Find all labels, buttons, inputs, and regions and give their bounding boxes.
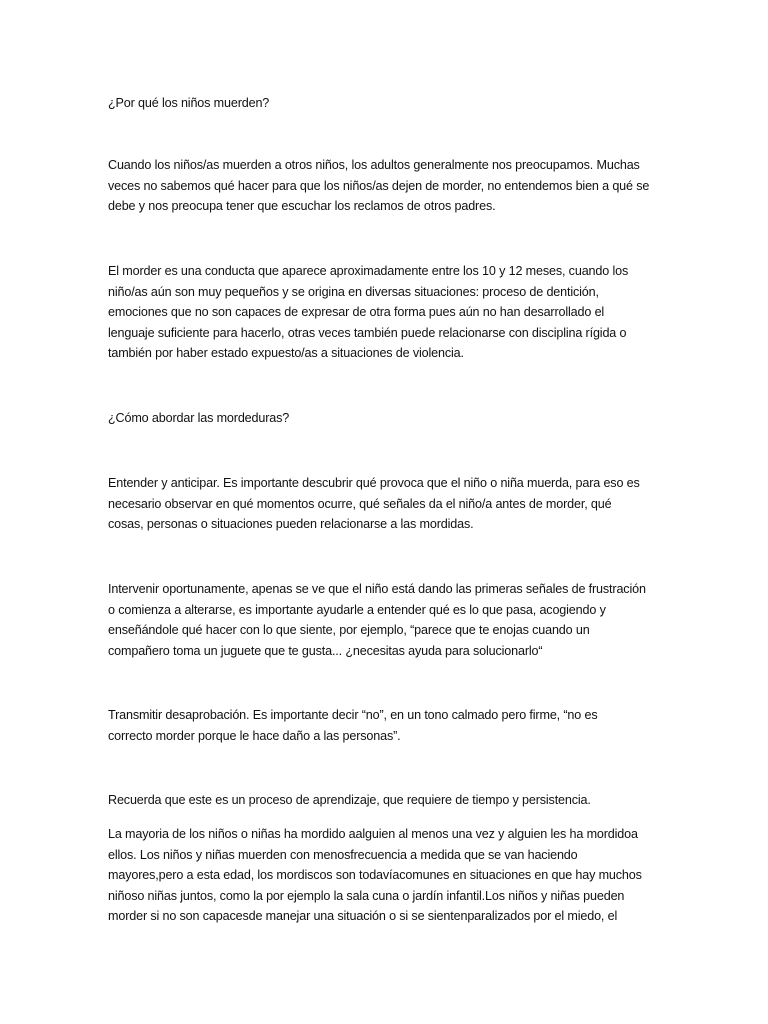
text-line: niñoso niñas juntos, como la por ejemplo la sala cuna o jardín infantil.Los niños y niñas pueden [108,888,625,903]
text-line: Entender y anticipar. Es importante descubrir qué provoca que el niño o niña muerda, para eso es [108,476,640,490]
text-line: El morder es una conducta que aparece aproximadamente entre los 10 y 12 meses, cuando los [108,264,629,278]
paragraph-adults-worry [108,155,668,217]
text-line: necesario observar en qué momentos ocurre, qué señales da el niño/a antes de morder, qué [108,496,612,511]
text-line: mayores,pero a esta edad, los mordiscos son todavíacomunes en situaciones en que hay muchos [108,868,642,882]
text-line: ¿Por qué los niños muerden? [108,96,270,110]
text-line: o comienza a alterarse, es importante ayudarle a entender qué es lo que pasa, acogiendo y [108,602,606,617]
paragraph-intervene [108,579,668,661]
text-line: ¿Cómo abordar las mordeduras? [108,411,290,425]
text-line: Intervenir oportunamente, apenas se ve que el niño está dando las primeras señales de frustración [108,582,646,596]
text-line: también por haber estado expuesto/as a situaciones de violencia. [108,346,464,360]
text-line: La mayoria de los niños o niñas ha mordido aalguien al menos una vez y alguien les ha mordidoa [108,827,638,841]
paragraph-most-children [108,824,668,927]
heading-why-children-bite [108,93,668,114]
text-line: veces no sabemos qué hacer para que los niños/as dejen de morder, no entendemos bien a qué se [108,178,650,193]
text-line: correcto morder porque le hace daño a las personas”. [108,728,401,743]
text-line: cosas, personas o situaciones pueden relacionarse a las mordidas. [108,517,474,531]
text-line: Cuando los niños/as muerden a otros niños, los adultos generalmente nos preocupamos. Muchas [108,158,640,172]
text-line: emociones que no son capaces de expresar de otra forma pues aún no han desarrollado el [108,305,605,319]
text-line: niño/as aún son muy pequeños y se origina en diversas situaciones: proceso de dentición, [108,284,599,299]
text-line: debe y nos preocupa tener que escuchar los reclamos de otros padres. [108,199,496,213]
text-line: compañero toma un juguete que te gusta... ¿necesitas ayuda para solucionarlo“ [108,643,543,658]
text-line: enseñándole qué hacer con lo que siente, por ejemplo, “parece que te enojas cuando un [108,623,590,637]
paragraph-disapproval [108,705,668,746]
text-line: Transmitir desaprobación. Es importante decir “no”, en un tono calmado pero firme, “no es [108,708,598,722]
heading-how-to-address [108,408,668,429]
text-line: Recuerda que este es un proceso de aprendizaje, que requiere de tiempo y persistencia. [108,793,591,807]
paragraph-understand-anticipate [108,473,668,535]
text-line: morder si no son capacesde manejar una situación o si se sientenparalizados por el miedo, el [108,909,618,923]
text-line: lenguaje suficiente para hacerlo, otras veces también puede relacionarse con disciplina rígida o [108,325,627,340]
text-line: ellos. Los niños y niñas muerden con menosfrecuencia a medida que se van haciendo [108,847,578,862]
paragraph-biting-behavior [108,261,668,364]
paragraph-learning-process [108,790,668,811]
